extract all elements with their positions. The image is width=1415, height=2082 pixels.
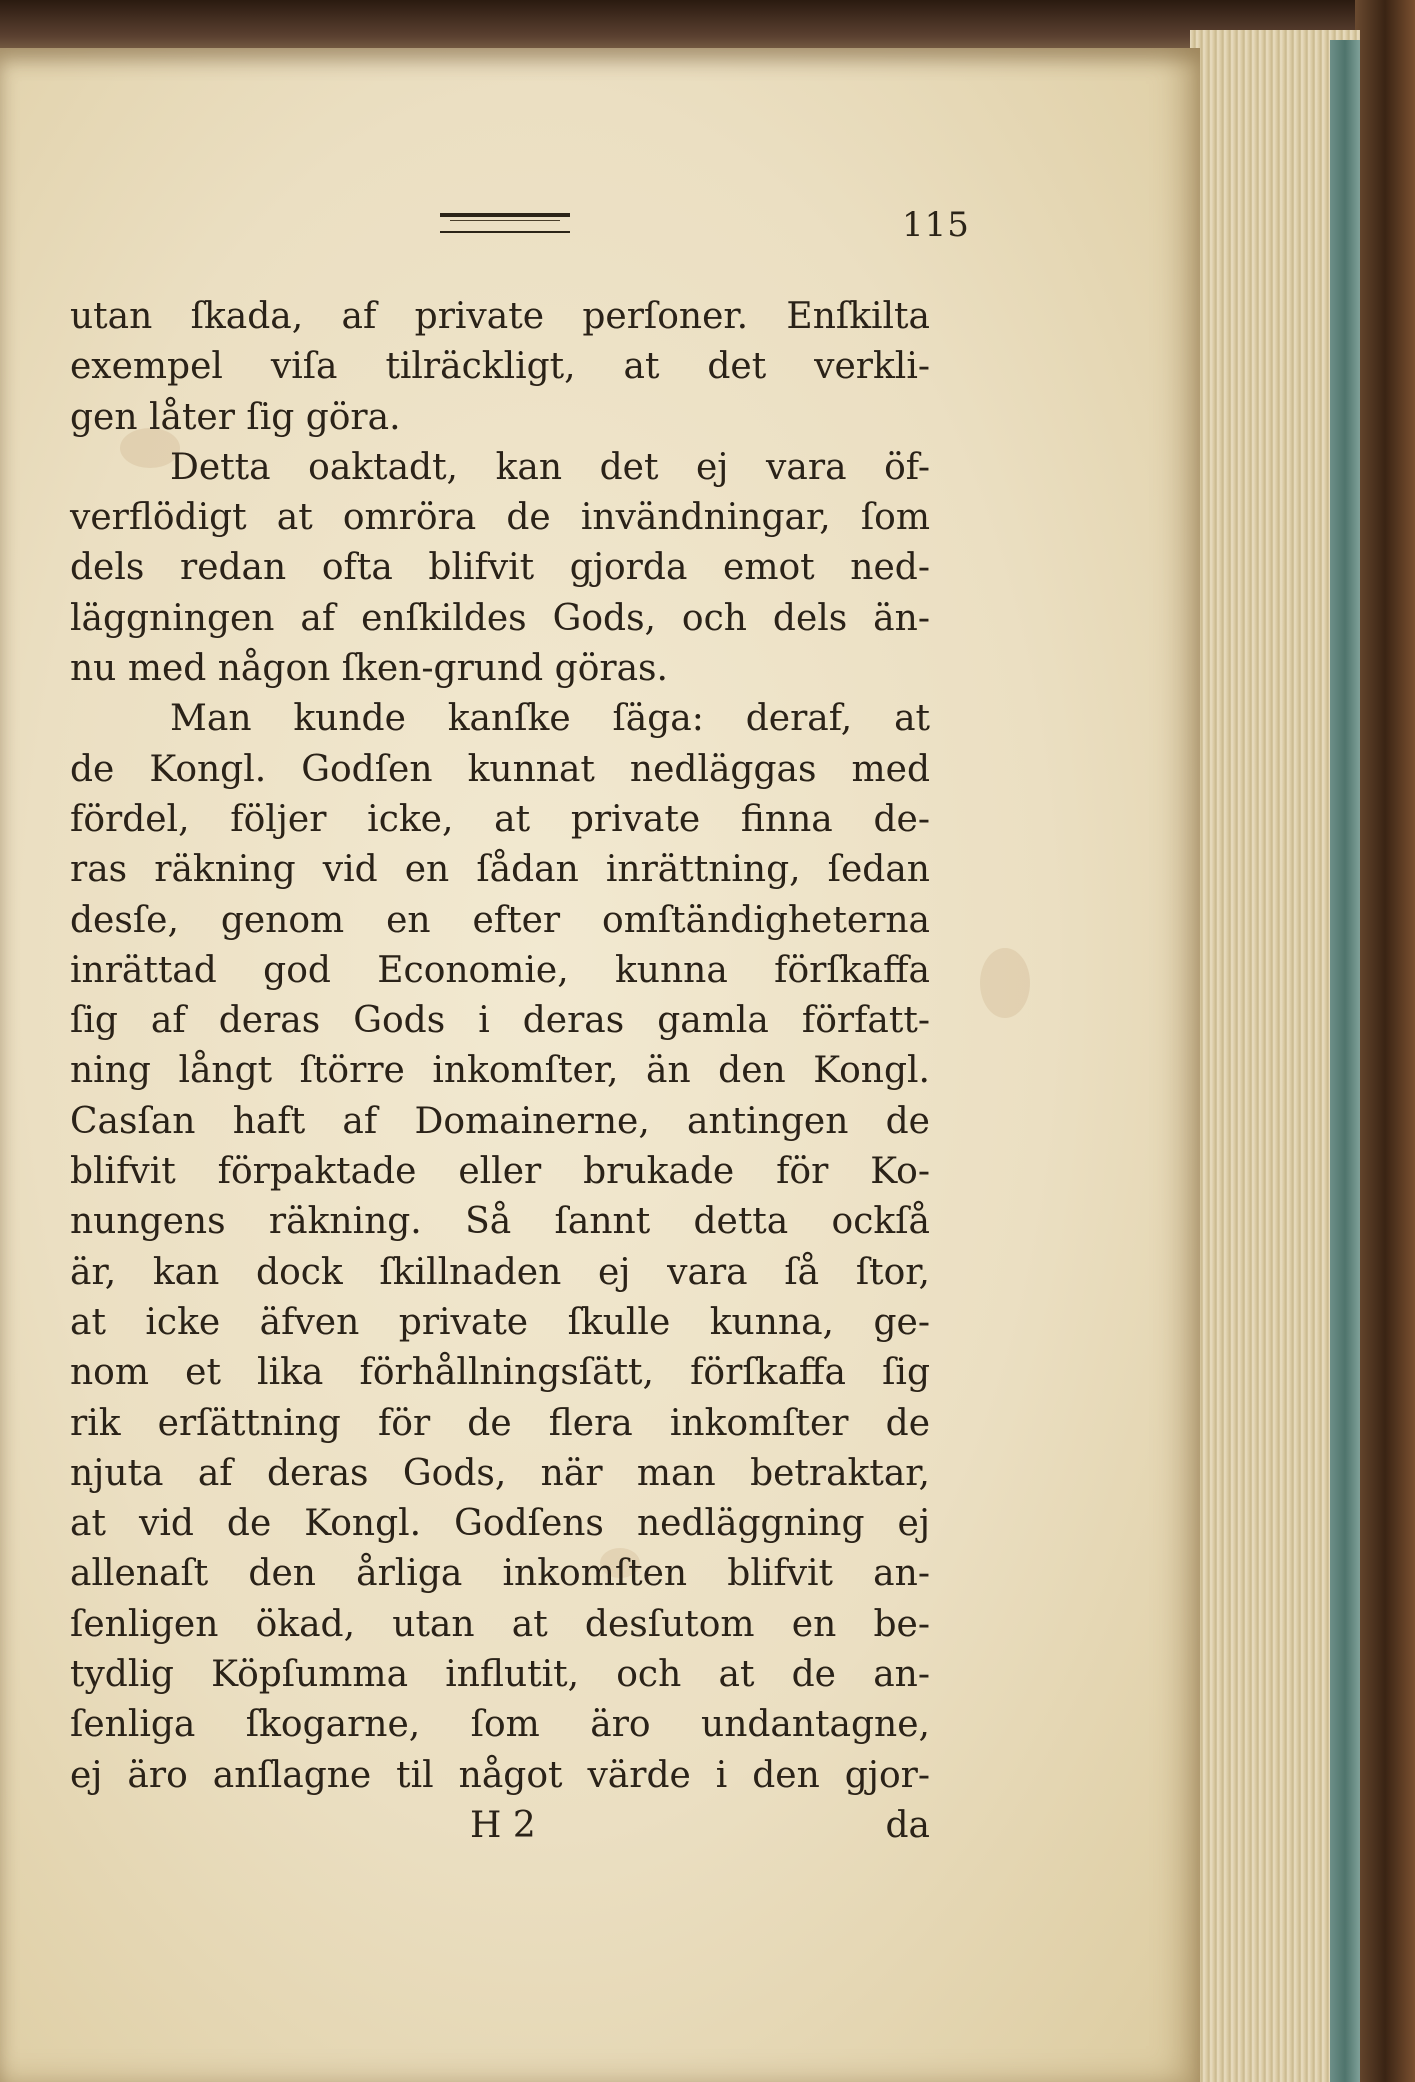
text-line: rik erſättning för de flera inkomſter de <box>70 1402 930 1444</box>
catchword: da <box>885 1805 930 1846</box>
text-line: blifvit förpaktade eller brukade för Ko- <box>70 1151 930 1193</box>
colored-page-edge <box>1330 40 1360 2082</box>
text-line: inrättad god Economie, kunna förſkaffa <box>70 949 930 991</box>
text-line: tydlig Köpſumma influtit, och at de an- <box>70 1654 930 1696</box>
text-line: utan ſkada, af private perſoner. Enſkilta <box>70 296 930 337</box>
text-line: exempel viſa tilräckligt, at det verkli- <box>70 346 930 388</box>
text-line: läggningen af enſkildes Gods, och dels än- <box>70 597 930 639</box>
text-line: at vid de Kongl. Godſens nedläggning ej <box>70 1503 930 1545</box>
text-line: dels redan ofta blifvit gjorda emot ned- <box>70 547 930 589</box>
text-line: Casſan haft af Domainerne, antingen de <box>70 1100 930 1142</box>
text-line: ning långt ſtörre inkomſter, än den Kongl. <box>70 1050 930 1092</box>
text-line: de Kongl. Godſen kunnat nedläggas med <box>70 748 930 790</box>
text-line: nom et lika förhållningsſätt, förſkaffa ſig <box>70 1352 930 1394</box>
signature-mark: H 2 <box>470 1805 536 1846</box>
text-line: desſe, genom en efter omſtändigheterna <box>70 899 930 941</box>
text-line: gen låter ſig göra. <box>70 396 401 438</box>
text-line: ſig af deras Gods i deras gamla författ- <box>70 1000 930 1042</box>
page-header <box>0 205 1200 245</box>
header-ornament-rule <box>440 213 570 233</box>
text-line: nu med någon ſken-grund göras. <box>70 648 668 690</box>
text-line: Man kunde kanſke ſäga: deraf, at <box>170 698 930 740</box>
text-line: ſenliga ſkogarne, ſom äro undantagne, <box>70 1704 930 1746</box>
text-line: ras räkning vid en ſådan inrättning, ſedan <box>70 849 930 891</box>
text-line: ej äro anſlagne til något värde i den gjor- <box>70 1754 930 1796</box>
page-footer <box>70 1805 930 1855</box>
body-text <box>70 292 930 1801</box>
text-line: at icke äfven private ſkulle kunna, ge- <box>70 1301 930 1343</box>
text-line: verflödigt at omröra de invändningar, ſom <box>70 497 930 539</box>
text-line: är, kan dock ſkillnaden ej vara ſå ſtor, <box>70 1251 930 1293</box>
book-binding-spine <box>1355 0 1415 2082</box>
foxing-stain <box>980 948 1030 1018</box>
page-number: 115 <box>902 205 970 245</box>
text-line: nungens räkning. Så ſannt detta ockſå <box>70 1201 930 1243</box>
text-line: fördel, följer icke, at private finna de- <box>70 798 930 840</box>
text-line: ſenligen ökad, utan at desſutom en be- <box>70 1603 930 1645</box>
text-line: njuta af deras Gods, när man betraktar, <box>70 1452 930 1494</box>
text-line: allenaſt den årliga inkomſten blifvit an- <box>70 1553 930 1595</box>
text-line: Detta oaktadt, kan det ej vara öf- <box>170 446 930 488</box>
